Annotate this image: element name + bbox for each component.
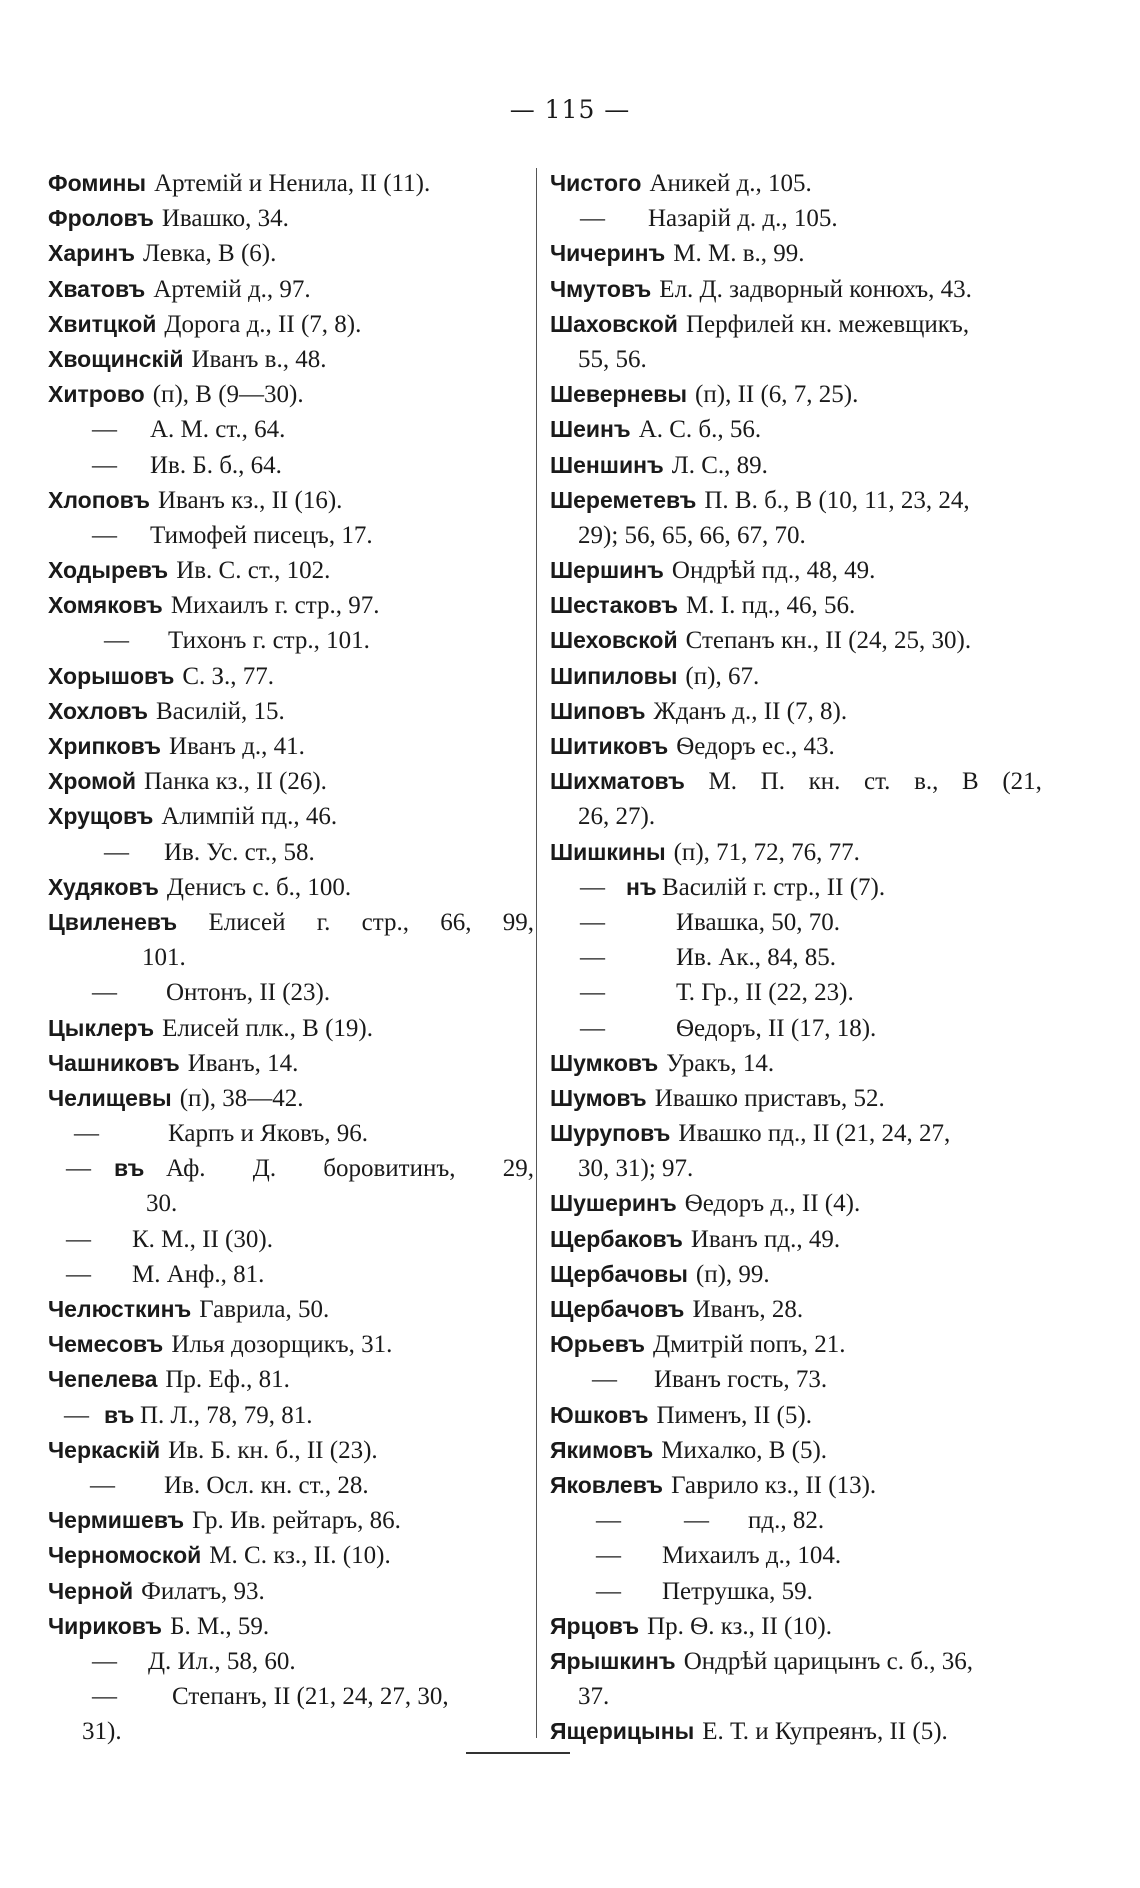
entry-surname: Цыклеръ bbox=[48, 1014, 155, 1041]
entry-details: М. Анф., 81. bbox=[132, 1260, 265, 1288]
ditto-dash: — bbox=[92, 1647, 117, 1675]
entry-details: (п), II (6, 7, 25). bbox=[695, 381, 859, 409]
entry-surname: Черномоской bbox=[48, 1542, 202, 1569]
entry-details bbox=[166, 1151, 534, 1186]
entry-word: ст. bbox=[864, 768, 891, 796]
index-subentry bbox=[550, 940, 1042, 975]
entry-details: Гаврило кз., II (13). bbox=[671, 1471, 877, 1499]
index-entry bbox=[550, 553, 1042, 588]
index-subentry bbox=[48, 1222, 534, 1257]
entry-word: 29, bbox=[502, 1155, 534, 1183]
index-subentry bbox=[48, 1398, 534, 1433]
index-subentry bbox=[550, 201, 1042, 236]
entry-continuation: 29); 56, 65, 66, 67, 70. bbox=[578, 521, 806, 549]
entry-details: Ив. Б. кн. б., II (23). bbox=[168, 1436, 378, 1464]
entry-details: Уракъ, 14. bbox=[666, 1049, 775, 1077]
ditto-dash: — bbox=[64, 1401, 89, 1429]
entry-details: П. В. б., В (10, 11, 23, 24, bbox=[704, 486, 970, 514]
entry-details: Иванъ, 28. bbox=[692, 1296, 804, 1323]
index-subentry bbox=[550, 1362, 1042, 1397]
entry-word: боровитинъ, bbox=[323, 1155, 456, 1183]
index-subentry bbox=[48, 623, 534, 658]
entry-surname: Хвощинскій bbox=[48, 345, 184, 372]
right-column bbox=[550, 166, 1042, 1749]
entry-surname: Хохловъ bbox=[48, 697, 148, 724]
index-subentry bbox=[550, 1011, 1042, 1046]
index-entry bbox=[550, 1081, 1042, 1116]
ditto-dash: — bbox=[74, 1120, 99, 1148]
index-entry bbox=[550, 1468, 1042, 1503]
entry-surname: Челюсткинъ bbox=[48, 1296, 192, 1322]
entry-word: (21, bbox=[1002, 768, 1042, 796]
index-entry bbox=[48, 659, 534, 694]
entry-details: Гр. Ив. рейтаръ, 86. bbox=[192, 1507, 401, 1535]
entry-surname: Хватовъ bbox=[48, 275, 146, 302]
entry-surname: Чмутовъ bbox=[550, 275, 652, 302]
index-subentry bbox=[550, 870, 1042, 905]
index-entry bbox=[550, 1116, 1042, 1151]
entry-details: С. З., 77. bbox=[182, 662, 275, 690]
entry-details: пд., 82. bbox=[748, 1507, 825, 1535]
entry-details: Перфилей кн. межевщикъ, bbox=[685, 310, 970, 338]
index-entry bbox=[550, 377, 1042, 412]
entry-word: стр., bbox=[361, 908, 409, 936]
entry-details: Степанъ кн., II (24, 25, 30). bbox=[685, 627, 972, 655]
ditto-dash: — bbox=[580, 1014, 605, 1042]
entry-continuation: 37. bbox=[578, 1683, 610, 1711]
ditto-dash: — bbox=[596, 1577, 621, 1605]
entry-surname: Чашниковъ bbox=[48, 1049, 180, 1076]
entry-surname: Шушеринъ bbox=[550, 1190, 677, 1217]
ditto-dash: — bbox=[66, 1260, 91, 1288]
entry-surname: Худяковъ bbox=[48, 873, 159, 900]
entry-surname: Ходыревъ bbox=[48, 557, 169, 584]
entry-details: Тихонъ г. стр., 101. bbox=[168, 627, 370, 655]
index-subentry bbox=[48, 1257, 534, 1292]
entry-details: Онтонъ, II (23). bbox=[166, 979, 331, 1007]
index-entry bbox=[550, 1292, 1042, 1327]
entry-details: Панка кз., II (26). bbox=[144, 768, 327, 796]
index-subentry bbox=[48, 1116, 534, 1151]
entry-surname: Шишкины bbox=[550, 838, 666, 865]
entry-details: Пр. Ѳ. кз., II (10). bbox=[647, 1612, 832, 1640]
entry-continuation: 26, 27). bbox=[578, 803, 656, 831]
index-entry bbox=[48, 1609, 534, 1644]
index-entry bbox=[550, 623, 1042, 658]
index-entry bbox=[550, 1714, 1042, 1749]
entry-surname: Харинъ bbox=[48, 240, 135, 267]
entry-details: Иванъ гость, 73. bbox=[654, 1366, 828, 1394]
entry-details: Степанъ, II (21, 24, 27, 30, bbox=[172, 1683, 449, 1711]
ditto-dash: — bbox=[596, 1507, 621, 1535]
ditto-dash: — bbox=[92, 416, 117, 444]
entry-details: Ивашка, 50, 70. bbox=[676, 908, 840, 936]
entry-details: М. С. кз., II. (10). bbox=[209, 1542, 391, 1570]
index-entry bbox=[550, 764, 1042, 799]
index-entry bbox=[550, 659, 1042, 694]
entry-word: в., bbox=[914, 768, 939, 796]
index-entry bbox=[48, 1362, 534, 1397]
ditto-dash: — bbox=[580, 908, 605, 936]
index-entry bbox=[48, 201, 534, 236]
page-number: — 115 — bbox=[509, 95, 631, 124]
index-entry bbox=[550, 1186, 1042, 1221]
index-entry bbox=[550, 448, 1042, 483]
entry-details: Пименъ, II (5). bbox=[656, 1401, 812, 1429]
entry-details: Ив. Ус. ст., 58. bbox=[164, 838, 315, 866]
entry-details: (п), 67. bbox=[685, 662, 760, 690]
index-entry bbox=[550, 835, 1042, 870]
index-entry bbox=[48, 729, 534, 764]
ditto-dash: — bbox=[92, 451, 117, 479]
entry-surname: Яковлевъ bbox=[550, 1471, 664, 1498]
index-entry bbox=[550, 1609, 1042, 1644]
entry-suffix: нъ bbox=[626, 873, 657, 900]
entry-details: Ѳедоръ ес., 43. bbox=[676, 733, 835, 760]
index-entry bbox=[48, 1046, 534, 1081]
entry-surname: Шаховской bbox=[550, 310, 678, 337]
index-entry bbox=[48, 1433, 534, 1468]
entry-surname: Челищевы bbox=[48, 1084, 172, 1111]
entry-details: Иванъ д., 41. bbox=[169, 733, 305, 760]
entry-surname: Черкаскій bbox=[48, 1436, 161, 1463]
entry-details: Артемій и Ненила, II (11). bbox=[154, 170, 431, 197]
entry-surname: Чепелева bbox=[48, 1366, 158, 1393]
index-subentry bbox=[48, 1151, 534, 1186]
entry-details: Илья дозорщикъ, 31. bbox=[171, 1331, 393, 1359]
column-divider bbox=[536, 168, 537, 1738]
index-entry bbox=[48, 166, 534, 201]
entry-details: А. М. ст., 64. bbox=[150, 416, 286, 444]
entry-continuation: 31). bbox=[82, 1718, 122, 1746]
entry-surname: Шеинъ bbox=[550, 416, 631, 443]
entry-details: Назарій д. д., 105. bbox=[648, 205, 838, 233]
index-subentry bbox=[48, 412, 534, 447]
entry-details: Денисъ с. б., 100. bbox=[166, 873, 352, 901]
entry-surname: Шумковъ bbox=[550, 1049, 659, 1076]
entry-word: 99, bbox=[502, 908, 534, 936]
index-entry bbox=[550, 1327, 1042, 1362]
index-entry bbox=[550, 236, 1042, 271]
entry-surname: Щербаковъ bbox=[550, 1225, 683, 1252]
index-subentry bbox=[550, 1503, 1042, 1538]
entry-surname: Хрипковъ bbox=[48, 733, 162, 759]
entry-details: Б. М., 59. bbox=[170, 1612, 270, 1640]
index-subentry bbox=[48, 448, 534, 483]
index-entry bbox=[48, 1503, 534, 1538]
ditto-dash: — bbox=[90, 1471, 115, 1499]
ditto-dash: — bbox=[592, 1366, 617, 1394]
ditto-dash: — bbox=[66, 1225, 91, 1253]
entry-word: Елисей bbox=[208, 908, 286, 936]
entry-surname: Шеверневы bbox=[550, 381, 688, 408]
entry-surname: Ящерицыны bbox=[550, 1718, 695, 1745]
entry-details: Тимофей писецъ, 17. bbox=[150, 521, 373, 549]
ditto-dash: — bbox=[104, 627, 129, 655]
entry-word: М. bbox=[708, 768, 738, 796]
entry-surname: Шеховской bbox=[550, 627, 678, 654]
entry-surname: Фроловъ bbox=[48, 205, 154, 232]
index-entry bbox=[48, 764, 534, 799]
index-subentry bbox=[550, 975, 1042, 1010]
entry-details: Ѳедоръ, II (17, 18). bbox=[676, 1014, 877, 1042]
entry-surname: Хлоповъ bbox=[48, 486, 150, 513]
entry-details: (п), В (9—30). bbox=[152, 381, 304, 409]
entry-details: Ив. С. ст., 102. bbox=[176, 557, 331, 585]
index-entry bbox=[48, 1574, 534, 1609]
index-entry bbox=[550, 729, 1042, 764]
entry-surname: Фомины bbox=[48, 170, 147, 196]
entry-details: К. М., II (30). bbox=[132, 1225, 273, 1253]
entry-surname: Чириковъ bbox=[48, 1612, 163, 1639]
entry-surname: Шереметевъ bbox=[550, 486, 697, 513]
index-entry bbox=[550, 1046, 1042, 1081]
index-entry bbox=[48, 1081, 534, 1116]
index-entry bbox=[48, 1538, 534, 1573]
index-subentry bbox=[550, 1574, 1042, 1609]
entry-surname: Ярцовъ bbox=[550, 1612, 640, 1639]
entry-surname: Чичеринъ bbox=[550, 240, 666, 267]
ditto-dash: — bbox=[580, 205, 605, 233]
entry-surname: Чемесовъ bbox=[48, 1331, 164, 1358]
entry-details: Левка, В (6). bbox=[142, 240, 277, 268]
index-subentry bbox=[550, 905, 1042, 940]
entry-continuation: 101. bbox=[142, 944, 186, 972]
entry-word: г. bbox=[316, 908, 331, 936]
entry-details: Артемій д., 97. bbox=[153, 275, 311, 303]
ditto-dash: — bbox=[580, 873, 605, 901]
entry-surname: Хорышовъ bbox=[48, 662, 175, 689]
entry-surname: Черной bbox=[48, 1577, 134, 1604]
entry-details: Василій, 15. bbox=[156, 697, 285, 725]
index-entry bbox=[48, 905, 534, 940]
entry-surname: Хомяковъ bbox=[48, 592, 163, 619]
entry-details: Ондрѣй пд., 48, 49. bbox=[671, 557, 876, 585]
entry-continuation: 30, 31); 97. bbox=[578, 1155, 694, 1183]
entry-surname: Шершинъ bbox=[550, 557, 664, 584]
index-entry bbox=[550, 272, 1042, 307]
entry-details: Михаилъ г. стр., 97. bbox=[170, 592, 380, 620]
entry-surname: Якимовъ bbox=[550, 1436, 654, 1463]
entry-surname: Хитрово bbox=[48, 381, 145, 408]
index-entry bbox=[550, 1257, 1042, 1292]
index-entry bbox=[550, 483, 1042, 518]
ditto-dash: — bbox=[92, 979, 117, 1007]
index-entry bbox=[48, 588, 534, 623]
index-entry bbox=[550, 1222, 1042, 1257]
entry-word: кн. bbox=[808, 768, 841, 796]
entry-surname: Шумовъ bbox=[550, 1084, 647, 1111]
entry-details: Михалко, В (5). bbox=[661, 1436, 828, 1464]
entry-details: Василій г. стр., II (7). bbox=[662, 873, 886, 901]
entry-details: Ив. Ак., 84, 85. bbox=[676, 944, 837, 972]
index-entry bbox=[48, 553, 534, 588]
entry-details: Петрушка, 59. bbox=[662, 1577, 813, 1605]
entry-details: Е. Т. и Купреянъ, II (5). bbox=[702, 1718, 948, 1746]
entry-details: Дмитрій попъ, 21. bbox=[653, 1331, 846, 1359]
entry-details: П. Л., 78, 79, 81. bbox=[140, 1401, 313, 1429]
entry-surname: Ярышкинъ bbox=[550, 1647, 676, 1674]
ditto-dash: — bbox=[104, 838, 129, 866]
ditto-dash: — bbox=[580, 944, 605, 972]
entry-details: Иванъ, 14. bbox=[187, 1049, 299, 1077]
entry-word: В bbox=[962, 768, 979, 796]
ditto-dash: — bbox=[66, 1155, 91, 1183]
entry-details: Карпъ и Яковъ, 96. bbox=[168, 1120, 369, 1148]
entry-details: Гаврила, 50. bbox=[199, 1296, 330, 1323]
entry-surname: Шеншинъ bbox=[550, 451, 664, 478]
entry-details: Филатъ, 93. bbox=[141, 1577, 265, 1605]
ditto-dash: — bbox=[684, 1507, 709, 1535]
entry-surname: Хромой bbox=[48, 768, 137, 795]
entry-surname: Шуруповъ bbox=[550, 1120, 671, 1147]
index-entry bbox=[550, 1433, 1042, 1468]
entry-surname: Шиповъ bbox=[550, 697, 646, 724]
entry-details: Михаилъ д., 104. bbox=[662, 1542, 842, 1570]
entry-details: (п), 99. bbox=[695, 1260, 770, 1288]
index-subentry bbox=[48, 975, 534, 1010]
entry-details: Л. С., 89. bbox=[671, 451, 768, 479]
entry-details: Аникей д., 105. bbox=[649, 170, 812, 197]
index-entry bbox=[550, 307, 1042, 342]
index-entry bbox=[550, 412, 1042, 447]
ditto-dash: — bbox=[92, 1683, 117, 1711]
entry-surname: Чистого bbox=[550, 170, 642, 196]
entry-details: Жданъ д., II (7, 8). bbox=[653, 697, 848, 725]
entry-surname: Юрьевъ bbox=[550, 1331, 646, 1358]
entry-details: М. I. пд., 46, 56. bbox=[686, 592, 856, 620]
entry-continuation: 55, 56. bbox=[578, 345, 647, 373]
entry-details: Пр. Еф., 81. bbox=[165, 1366, 290, 1394]
index-subentry bbox=[48, 518, 534, 553]
entry-word: П. bbox=[760, 768, 785, 796]
entry-details: Т. Гр., II (22, 23). bbox=[676, 979, 854, 1007]
index-entry bbox=[48, 483, 534, 518]
index-subentry bbox=[48, 1679, 534, 1714]
index-entry bbox=[48, 694, 534, 729]
index-entry bbox=[48, 236, 534, 271]
entry-details: Дорога д., II (7, 8). bbox=[164, 310, 362, 338]
entry-details: Иванъ пд., 49. bbox=[690, 1225, 841, 1253]
entry-surname: Шипиловы bbox=[550, 662, 678, 689]
index-entry bbox=[48, 1327, 534, 1362]
ditto-dash: — bbox=[92, 521, 117, 549]
index-subentry bbox=[48, 1644, 534, 1679]
left-column bbox=[48, 166, 534, 1749]
entry-surname: Чермишевъ bbox=[48, 1507, 185, 1534]
ditto-dash: — bbox=[596, 1542, 621, 1570]
entry-details: (п), 71, 72, 76, 77. bbox=[673, 838, 860, 866]
ditto-dash: — bbox=[580, 979, 605, 1007]
entry-surname: Шихматовъ bbox=[550, 768, 685, 795]
entry-continuation: 30. bbox=[146, 1190, 178, 1218]
entry-details: Д. Ил., 58, 60. bbox=[148, 1647, 296, 1675]
entry-details: А. С. б., 56. bbox=[638, 416, 762, 444]
entry-details: Ив. Б. б., 64. bbox=[150, 451, 282, 479]
index-subentry bbox=[550, 1538, 1042, 1573]
index-entry bbox=[550, 166, 1042, 201]
entry-suffix: въ bbox=[104, 1401, 135, 1428]
entry-surname: Щербачовъ bbox=[550, 1296, 685, 1322]
entry-details: Елисей плк., В (19). bbox=[162, 1014, 373, 1042]
index-entry bbox=[550, 1644, 1042, 1679]
entry-details: Ивашко, 34. bbox=[161, 205, 289, 233]
entry-word: 66, bbox=[440, 908, 472, 936]
entry-surname: Хрущовъ bbox=[48, 803, 154, 830]
entry-surname: Хвитцкой bbox=[48, 310, 157, 337]
entry-surname: Шитиковъ bbox=[550, 733, 669, 759]
index-entry bbox=[550, 588, 1042, 623]
entry-details: Иванъ кз., II (16). bbox=[157, 486, 343, 514]
entry-details: Алимпій пд., 46. bbox=[161, 803, 338, 831]
entry-details: М. М. в., 99. bbox=[673, 240, 805, 268]
entry-details: Ивашко пд., II (21, 24, 27, bbox=[678, 1120, 951, 1148]
index-entry bbox=[48, 307, 534, 342]
index-entry bbox=[550, 694, 1042, 729]
entry-details: Ѳедоръ д., II (4). bbox=[684, 1190, 861, 1218]
entry-suffix: въ bbox=[114, 1155, 145, 1182]
index-subentry bbox=[48, 1468, 534, 1503]
index-entry bbox=[48, 342, 534, 377]
entry-word: Аф. bbox=[166, 1155, 206, 1183]
index-entry bbox=[48, 1292, 534, 1327]
entry-surname: Шестаковъ bbox=[550, 592, 679, 619]
index-entry bbox=[48, 272, 534, 307]
entry-details: Ив. Осл. кн. ст., 28. bbox=[164, 1471, 369, 1499]
entry-details: Ел. Д. задворный конюхъ, 43. bbox=[659, 275, 972, 303]
index-entry bbox=[48, 377, 534, 412]
entry-surname: Щербачовы bbox=[550, 1260, 688, 1287]
index-entry bbox=[48, 1011, 534, 1046]
entry-details: Ондрѣй царицынъ с. б., 36, bbox=[683, 1647, 973, 1675]
index-entry bbox=[48, 799, 534, 834]
entry-surname: Цвиленевъ bbox=[48, 908, 178, 935]
entry-details: Иванъ в., 48. bbox=[191, 345, 327, 373]
index-entry bbox=[48, 870, 534, 905]
entry-details: (п), 38—42. bbox=[179, 1084, 304, 1112]
entry-surname: Юшковъ bbox=[550, 1401, 649, 1428]
index-entry bbox=[550, 1398, 1042, 1433]
entry-word: Д. bbox=[252, 1155, 277, 1183]
footer-rule bbox=[466, 1752, 570, 1754]
index-subentry bbox=[48, 835, 534, 870]
entry-details: Ивашко приставъ, 52. bbox=[654, 1084, 885, 1112]
